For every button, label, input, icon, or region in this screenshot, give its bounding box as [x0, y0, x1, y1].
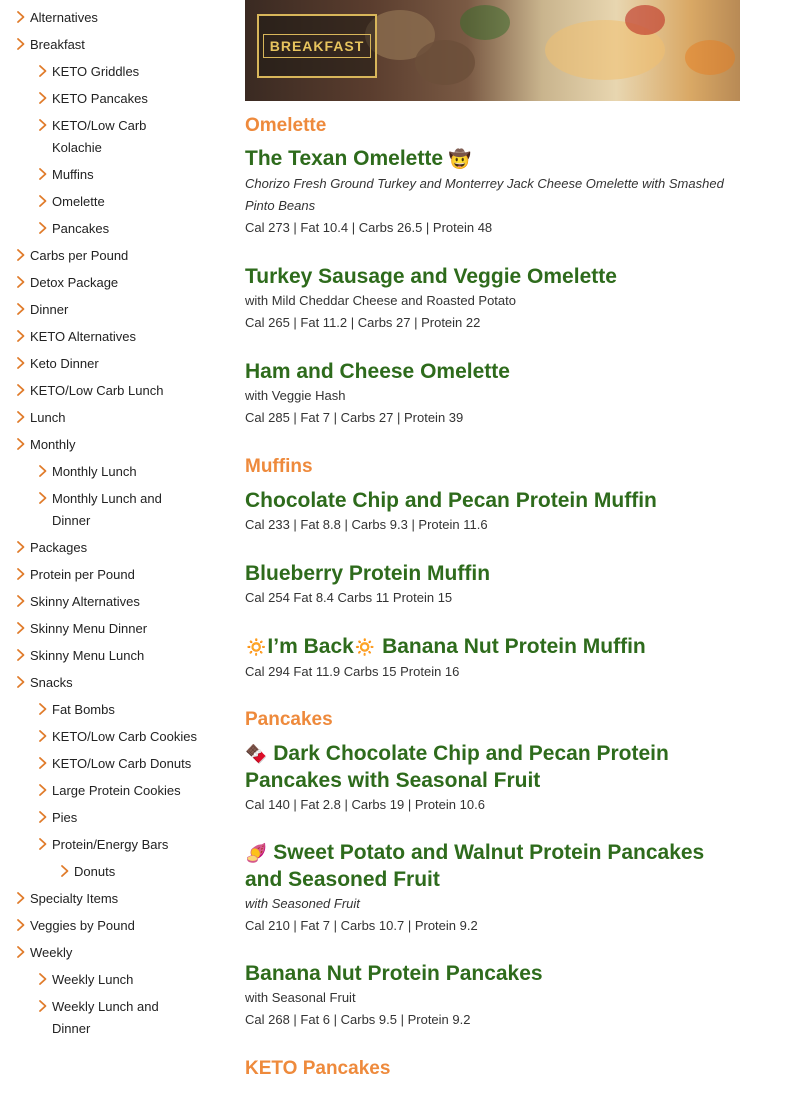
sidebar-item-muffins[interactable] — [0, 162, 205, 189]
item-description: with Mild Cheddar Cheese and Roasted Potato — [245, 293, 516, 308]
sidebar-item-label: Lunch — [30, 410, 66, 425]
item-title-banana-nut-pancakes[interactable]: Banana Nut Protein Pancakes — [245, 962, 543, 985]
sidebar-item-label: Monthly — [30, 437, 76, 452]
item-nutrition: Cal 254 Fat 8.4 Carbs 11 Protein 15 — [245, 590, 453, 605]
item-title-dark-chocolate-pancakes[interactable] — [245, 741, 740, 794]
sidebar-item-skinny-menu-dinner[interactable] — [0, 616, 205, 643]
sidebar-item-keto-low-carb-cookies[interactable] — [0, 724, 205, 751]
sidebar-item-skinny-menu-lunch[interactable] — [0, 643, 205, 670]
chevron-right-icon — [14, 383, 28, 397]
category-sidebar — [0, 0, 205, 1043]
sidebar-item-label: Detox Package — [30, 275, 119, 290]
item-nutrition: Cal 265 | Fat 11.2 | Carbs 27 | Protein 22 — [245, 315, 481, 330]
section-title-muffins: Muffins — [245, 456, 313, 477]
sidebar-item-label: Dinner — [30, 302, 69, 317]
sidebar-item-keto-alternatives[interactable] — [0, 324, 205, 351]
chevron-right-icon — [14, 648, 28, 662]
item-title-ham-cheese-omelette[interactable]: Ham and Cheese Omelette — [245, 360, 510, 383]
sidebar-item-label: Pancakes — [52, 221, 110, 236]
item-title-texan-omelette[interactable] — [245, 146, 740, 173]
sidebar-item-keto-pancakes[interactable] — [0, 86, 205, 113]
chevron-right-icon — [36, 702, 50, 716]
item-title-text: Dark Chocolate Chip and Pecan Protein Pancakes with Seasonal Fruit — [245, 742, 669, 792]
sidebar-item-keto-low-carb-donuts[interactable] — [0, 751, 205, 778]
breakfast-badge-label: BREAKFAST — [263, 34, 372, 58]
item-title-chocolate-chip-muffin[interactable]: Chocolate Chip and Pecan Protein Muffin — [245, 489, 657, 512]
chevron-right-icon — [36, 91, 50, 105]
chevron-right-icon — [14, 891, 28, 905]
chevron-right-icon — [14, 37, 28, 51]
sidebar-item-pancakes[interactable] — [0, 216, 205, 243]
chevron-right-icon — [14, 248, 28, 262]
chevron-right-icon — [36, 221, 50, 235]
chevron-right-icon — [36, 729, 50, 743]
item-nutrition: Cal 210 | Fat 7 | Carbs 10.7 | Protein 9.2 — [245, 918, 478, 933]
section-title-keto-pancakes: KETO Pancakes — [245, 1058, 391, 1079]
sidebar-item-label: Breakfast — [30, 37, 85, 52]
sidebar-item-monthly-lunch-and-dinner[interactable] — [0, 486, 205, 535]
chevron-right-icon — [14, 275, 28, 289]
chevron-right-icon — [36, 999, 50, 1013]
sidebar-item-label: Weekly Lunch and Dinner — [52, 999, 159, 1036]
item-title-sweet-potato-pancakes[interactable] — [245, 840, 740, 893]
item-title-blueberry-muffin[interactable]: Blueberry Protein Muffin — [245, 562, 491, 585]
sun-emoji-icon: 🔅 — [353, 637, 377, 658]
cowboy-emoji-icon: 🤠 — [448, 149, 472, 170]
sidebar-item-alternatives[interactable] — [0, 5, 205, 32]
chevron-right-icon — [36, 464, 50, 478]
sidebar-item-keto-low-carb-kolachie[interactable] — [0, 113, 205, 162]
chevron-right-icon — [14, 302, 28, 316]
item-nutrition: Cal 285 | Fat 7 | Carbs 27 | Protein 39 — [245, 410, 464, 425]
chevron-right-icon — [14, 540, 28, 554]
sidebar-item-keto-griddles[interactable] — [0, 59, 205, 86]
chevron-right-icon — [36, 118, 50, 132]
sidebar-item-label: KETO/Low Carb Donuts — [52, 756, 192, 771]
sidebar-item-label: Veggies by Pound — [30, 918, 135, 933]
sidebar-item-keto-low-carb-lunch[interactable] — [0, 378, 205, 405]
chevron-right-icon — [14, 356, 28, 370]
sidebar-item-label: Skinny Menu Dinner — [30, 621, 148, 636]
sidebar-item-label: Muffins — [52, 167, 94, 182]
chevron-right-icon — [14, 567, 28, 581]
sidebar-item-label: Skinny Alternatives — [30, 594, 140, 609]
item-title-prefix: I’m Back — [267, 635, 354, 658]
sun-emoji-icon: 🔅 — [245, 637, 268, 658]
item-title-banana-nut-muffin[interactable] — [245, 634, 740, 661]
chevron-right-icon — [36, 972, 50, 986]
item-description: with Seasonal Fruit — [245, 990, 356, 1005]
sidebar-item-label: KETO Alternatives — [30, 329, 136, 344]
sidebar-item-label: Protein/Energy Bars — [52, 837, 169, 852]
section-title-omelette: Omelette — [245, 115, 327, 136]
sidebar-item-pies[interactable] — [0, 805, 205, 832]
sidebar-item-label: KETO Pancakes — [52, 91, 148, 106]
sidebar-item-label: KETO/Low Carb Cookies — [52, 729, 197, 744]
chevron-right-icon — [58, 864, 72, 878]
sidebar-item-label: Monthly Lunch and Dinner — [52, 491, 162, 528]
sidebar-item-label: Snacks — [30, 675, 73, 690]
section-title-pancakes: Pancakes — [245, 709, 333, 730]
sidebar-item-label: Alternatives — [30, 10, 98, 25]
sidebar-item-label: Pies — [52, 810, 78, 825]
sidebar-item-lunch[interactable] — [0, 405, 205, 432]
sidebar-item-large-protein-cookies[interactable] — [0, 778, 205, 805]
item-description: Chorizo Fresh Ground Turkey and Monterrey Jack Cheese Omelette with Smashed Pinto Beans — [245, 176, 724, 213]
sidebar-item-label: Omelette — [52, 194, 105, 209]
item-nutrition: Cal 233 | Fat 8.8 | Carbs 9.3 | Protein 11.6 — [245, 517, 488, 532]
sidebar-item-veggies-by-pound[interactable] — [0, 913, 205, 940]
sidebar-item-label: KETO/Low Carb Lunch — [30, 383, 164, 398]
item-nutrition: Cal 294 Fat 11.9 Carbs 15 Protein 16 — [245, 664, 460, 679]
sidebar-item-monthly[interactable] — [0, 432, 205, 459]
sidebar-item-weekly[interactable] — [0, 940, 205, 967]
sidebar-item-protein-per-pound[interactable] — [0, 562, 205, 589]
sidebar-item-packages[interactable] — [0, 535, 205, 562]
sidebar-item-label: Large Protein Cookies — [52, 783, 181, 798]
chevron-right-icon — [36, 194, 50, 208]
item-nutrition: Cal 140 | Fat 2.8 | Carbs 19 | Protein 10.6 — [245, 797, 485, 812]
sidebar-item-carbs-per-pound[interactable] — [0, 243, 205, 270]
sidebar-item-protein-energy-bars[interactable] — [0, 832, 205, 859]
sidebar-item-weekly-lunch-and-dinner[interactable] — [0, 994, 205, 1043]
chevron-right-icon — [36, 783, 50, 797]
item-title-text: The Texan Omelette — [245, 147, 444, 170]
sidebar-item-label: Monthly Lunch — [52, 464, 137, 479]
sidebar-item-label: KETO/Low Carb Kolachie — [52, 118, 147, 155]
sidebar-item-label: Skinny Menu Lunch — [30, 648, 145, 663]
sidebar-item-donuts[interactable] — [0, 859, 205, 886]
sidebar-item-label: Specialty Items — [30, 891, 119, 906]
item-title-text: Sweet Potato and Walnut Protein Pancakes and Seasoned Fruit — [245, 841, 705, 891]
chevron-right-icon — [36, 756, 50, 770]
item-title-turkey-sausage-omelette[interactable]: Turkey Sausage and Veggie Omelette — [245, 265, 617, 288]
sidebar-item-breakfast[interactable] — [0, 32, 205, 59]
sidebar-item-label: Weekly Lunch — [52, 972, 134, 987]
chevron-right-icon — [36, 837, 50, 851]
sidebar-item-fat-bombs[interactable] — [0, 697, 205, 724]
sidebar-item-label: Donuts — [74, 864, 116, 879]
chevron-right-icon — [14, 437, 28, 451]
chevron-right-icon — [36, 167, 50, 181]
chevron-right-icon — [14, 594, 28, 608]
chevron-right-icon — [36, 491, 50, 505]
chocolate-bar-emoji-icon: 🍫 — [245, 744, 268, 765]
breakfast-banner-image — [245, 0, 740, 101]
sidebar-item-label: Fat Bombs — [52, 702, 115, 717]
sweet-potato-emoji-icon: 🍠 — [245, 843, 268, 864]
sidebar-item-label: Keto Dinner — [30, 356, 99, 371]
item-nutrition: Cal 268 | Fat 6 | Carbs 9.5 | Protein 9.2 — [245, 1012, 471, 1027]
breakfast-badge — [257, 14, 377, 78]
sidebar-item-snacks[interactable] — [0, 670, 205, 697]
sidebar-item-specialty-items[interactable] — [0, 886, 205, 913]
sidebar-item-monthly-lunch[interactable] — [0, 459, 205, 486]
sidebar-item-label: Weekly — [30, 945, 73, 960]
chevron-right-icon — [36, 810, 50, 824]
sidebar-item-keto-dinner[interactable] — [0, 351, 205, 378]
chevron-right-icon — [14, 945, 28, 959]
item-nutrition: Cal 273 | Fat 10.4 | Carbs 26.5 | Protein 48 — [245, 220, 493, 235]
item-description: with Veggie Hash — [245, 388, 346, 403]
item-title-text: Banana Nut Protein Muffin — [376, 635, 646, 658]
sidebar-item-label: Carbs per Pound — [30, 248, 129, 263]
sidebar-item-skinny-alternatives[interactable] — [0, 589, 205, 616]
menu-content — [245, 0, 740, 1079]
sidebar-item-dinner[interactable] — [0, 297, 205, 324]
sidebar-item-label: Packages — [30, 540, 88, 555]
chevron-right-icon — [14, 675, 28, 689]
sidebar-item-omelette[interactable] — [0, 189, 205, 216]
chevron-right-icon — [14, 621, 28, 635]
chevron-right-icon — [14, 10, 28, 24]
sidebar-item-detox-package[interactable] — [0, 270, 205, 297]
chevron-right-icon — [14, 410, 28, 424]
chevron-right-icon — [14, 918, 28, 932]
chevron-right-icon — [36, 64, 50, 78]
sidebar-item-label: Protein per Pound — [30, 567, 135, 582]
item-description: with Seasoned Fruit — [245, 896, 360, 911]
chevron-right-icon — [14, 329, 28, 343]
sidebar-item-weekly-lunch[interactable] — [0, 967, 205, 994]
sidebar-item-label: KETO Griddles — [52, 64, 140, 79]
